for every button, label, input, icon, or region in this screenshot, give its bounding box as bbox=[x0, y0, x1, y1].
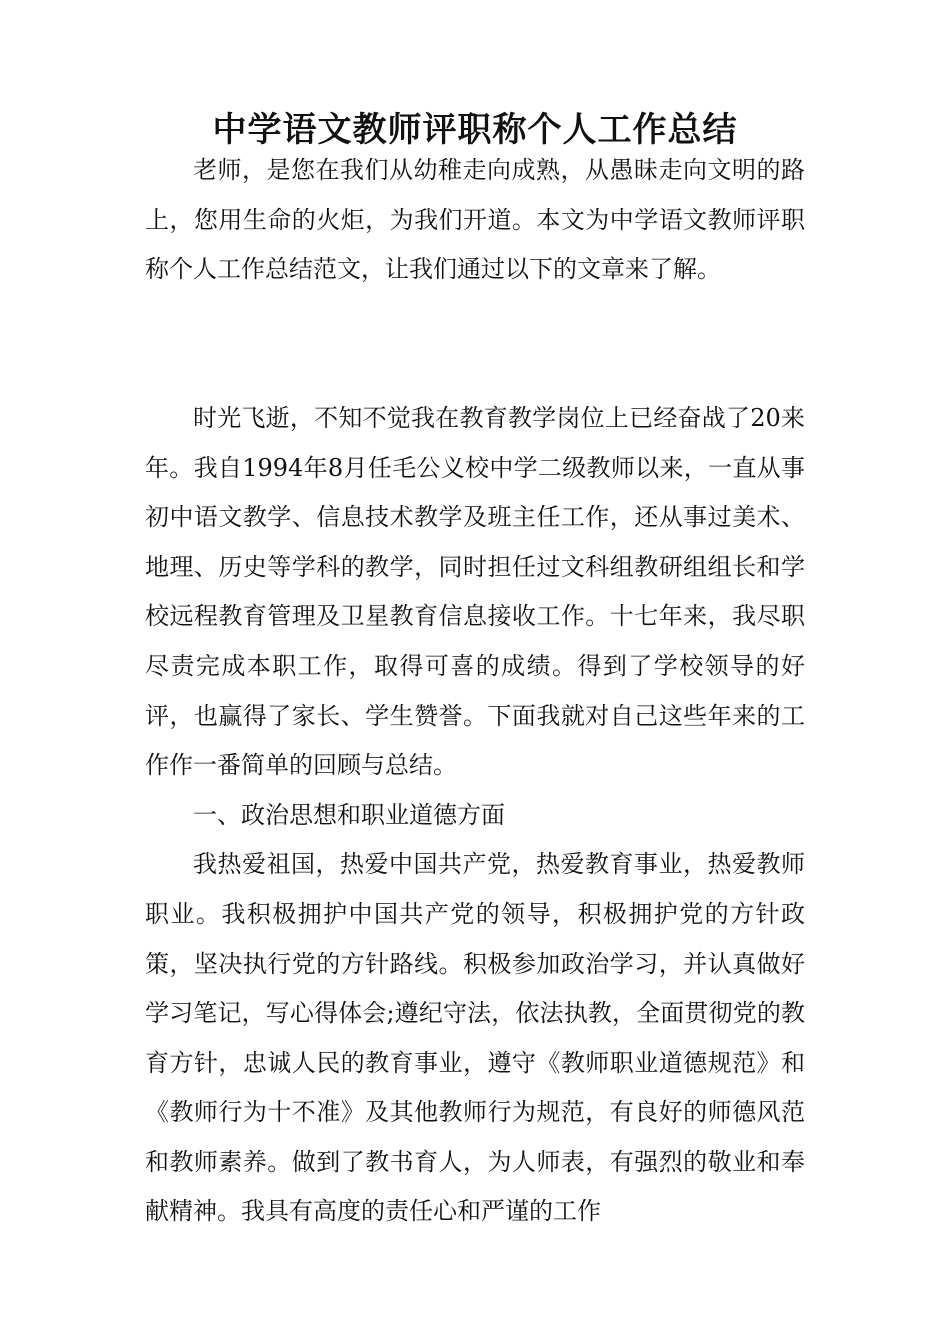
document-body bbox=[145, 146, 805, 1237]
career-overview-paragraph: 时光飞逝，不知不觉我在教育教学岗位上已经奋战了20来年。我自1994年8月任毛公义校中学二级教师以来，一直从事初中语文教学、信息技术教学及班主任工作，还从事过美术、地理、历史等学科的教学，同时担任过文科组教研组组长和学校远程教育管理及卫星教育信息接收工作。十七年来，我尽职尽责完成本职工作，取得可喜的成绩。得到了学校领导的好评，也赢得了家长、学生赞誉。下面我就对自己这些年来的工作作一番简单的回顾与总结。 bbox=[145, 403, 805, 780]
document-title: 中学语文教师评职称个人工作总结 bbox=[212, 109, 738, 150]
intro-paragraph: 老师，是您在我们从幼稚走向成熟，从愚昧走向文明的路上，您用生命的火炬，为我们开道。本文为中学语文教师评职称个人工作总结范文，让我们通过以下的文章来了解。 bbox=[145, 156, 805, 284]
section-heading: 一、政治思想和职业道德方面 bbox=[193, 800, 505, 829]
paragraph-gap bbox=[145, 295, 805, 345]
political-ethics-paragraph: 我热爱祖国，热爱中国共产党，热爱教育事业，热爱教师职业。我积极拥护中国共产党的领导，积极拥护党的方针政策，坚决执行党的方针路线。积极参加政治学习，并认真做好学习笔记，写心得体会;遵纪守法，依法执教，全面贯彻党的教育方针，忠诚人民的教育事业，遵守《教师职业道德规范》和《教师行为十不准》及其他教师行为规范，有良好的师德风范和教师素养。做到了教书育人，为人师表，有强烈的敬业和奉献精神。我具有高度的责任心和严谨的工作 bbox=[145, 850, 805, 1226]
paragraph-gap bbox=[145, 344, 805, 394]
